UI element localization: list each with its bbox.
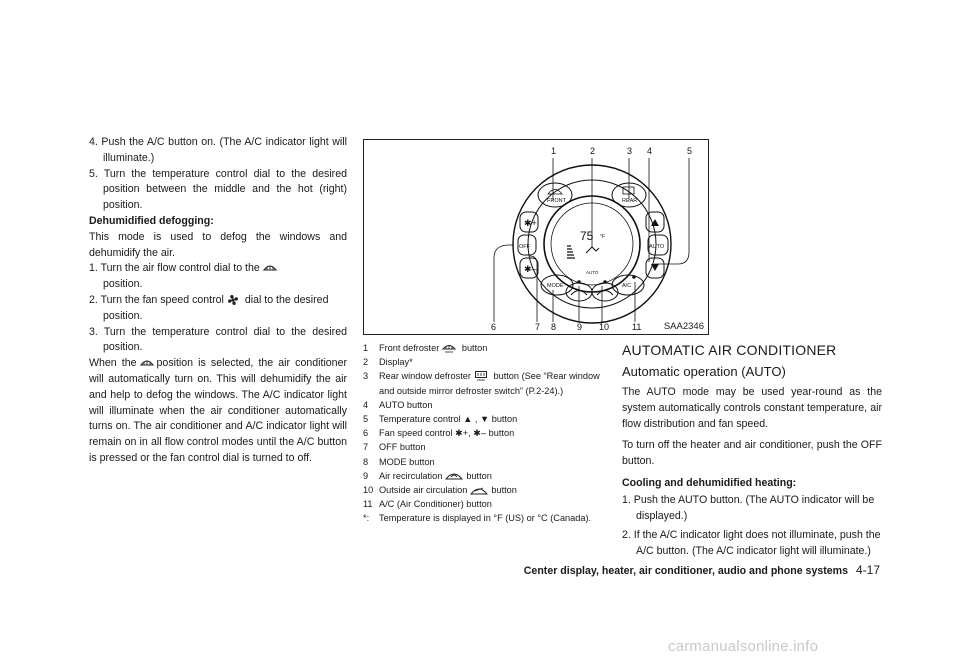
- d-step1-text-b: position.: [103, 278, 143, 291]
- legend-num: 2: [363, 357, 369, 368]
- legend-item: [363, 483, 615, 497]
- callout-6: 6: [491, 322, 497, 332]
- callout-8: 8: [551, 322, 557, 332]
- auto-intro: The AUTO mode may be used year-round as the system automatically controls constant temperature, air flow distribution and fan speed.: [622, 386, 882, 430]
- callout-10: 10: [599, 322, 610, 332]
- callout-9: 9: [577, 322, 583, 332]
- climate-control-figure: [363, 139, 709, 335]
- legend-text: Air recirculation: [379, 470, 443, 481]
- legend-num: 6: [363, 428, 369, 439]
- legend-text: Temperature control: [379, 414, 461, 425]
- front-defrost-icon: [140, 358, 154, 369]
- dehumidified-step-2: [89, 293, 347, 325]
- when-paragraph: [89, 356, 347, 467]
- figure-code: SAA2346: [663, 321, 704, 332]
- subsection-title: Automatic operation (AUTO): [622, 364, 786, 379]
- legend-num: 10: [363, 485, 374, 496]
- callout-2: 2: [590, 146, 596, 156]
- front-defrost-icon: [263, 263, 277, 274]
- svg-text:✱+: ✱+: [524, 218, 537, 228]
- legend-after: button: [491, 414, 518, 425]
- step-5: 5. Turn the temperature control dial to the desired position between the middle and the hot (right) position.: [89, 167, 347, 212]
- callout-4: 4: [647, 146, 653, 156]
- legend-after: button (See “Rear window and outside mirror defroster switch” (P.2-24).): [379, 371, 600, 396]
- display-temperature: 75: [580, 229, 594, 243]
- legend-after: button: [491, 485, 517, 496]
- cooling-step-1: 1. Push the AUTO button. (The AUTO indicator will be displayed.): [622, 493, 875, 522]
- callout-1: 1: [551, 146, 557, 156]
- label-rear: REAR: [622, 198, 638, 204]
- legend-text: Temperature is displayed in °F (US) or °C (Canada).: [379, 513, 592, 524]
- legend-text: MODE button: [379, 456, 435, 467]
- fan-minus-icon: ✱–: [473, 428, 487, 439]
- front-defrost-icon: [442, 343, 456, 354]
- d-step1-text-a: 1. Turn the air flow control dial to the: [89, 262, 260, 275]
- when-text-b: position is selected, the air conditioner will automatically turn on. This will dehumidify the air and help to defog the windows. The A/C indicator light will illuminate when the air conditioner automatically turns on. The air conditioner and A/C indicator light will remain on in all flow control modes until the A/C button is pressed or the fan control dial is turned to off.: [89, 357, 347, 464]
- legend-num: 4: [363, 399, 369, 410]
- callout-7: 7: [535, 322, 541, 332]
- legend-text: Rear window defroster: [379, 371, 471, 382]
- fan-bars: [567, 246, 575, 258]
- legend-text: Outside air circulation: [379, 485, 468, 496]
- triangle-down-icon: ▼: [480, 414, 490, 425]
- footer-section: Center display, heater, air conditioner, audio and phone systems: [523, 565, 848, 577]
- auto-off-note: To turn off the heater and air conditioner, push the OFF button.: [622, 439, 882, 468]
- legend-item: 5 Temperature control ▲ , ▼ button: [363, 412, 615, 426]
- fan-plus-icon: ✱+: [455, 428, 469, 439]
- legend-text: Fan speed control: [379, 428, 453, 439]
- when-text-a: When the: [89, 357, 137, 370]
- callout-11: 11: [632, 322, 642, 332]
- cooling-heading: Cooling and dehumidified heating:: [622, 476, 797, 489]
- legend-item: [363, 455, 615, 469]
- legend-item: [363, 398, 615, 412]
- d-step2-text-a: 2. Turn the fan speed control: [89, 293, 224, 306]
- legend-after: button: [466, 470, 492, 481]
- label-ac: A/C: [622, 283, 632, 289]
- legend-item: 6 Fan speed control ✱+, ✱– button: [363, 426, 615, 440]
- legend-num: 5: [363, 414, 369, 425]
- label-off: OFF: [519, 244, 530, 250]
- label-mode: MODE: [547, 283, 564, 289]
- cooling-step-2: 2. If the A/C indicator light does not illuminate, push the A/C button. (The A/C indicator light will illuminate.): [622, 529, 881, 558]
- fan-icon: [227, 294, 239, 306]
- page-footer: [480, 563, 880, 577]
- callout-5: 5: [687, 146, 693, 156]
- page-number: 4-17: [855, 563, 880, 577]
- callout-3: 3: [627, 146, 633, 156]
- legend-num: 11: [363, 499, 373, 510]
- left-column: [89, 135, 347, 467]
- label-auto: AUTO: [649, 244, 665, 250]
- svg-text:✱–: ✱–: [524, 264, 537, 274]
- recirculation-icon: [445, 471, 463, 481]
- legend-after: button: [461, 343, 488, 353]
- legend-after: button: [488, 428, 515, 439]
- legend-item: [363, 369, 615, 397]
- dehumidified-heading: Dehumidified defogging:: [89, 214, 214, 227]
- display: [567, 229, 605, 275]
- legend-item: [363, 469, 615, 483]
- legend-num: 3: [363, 371, 369, 382]
- legend-item: [363, 511, 615, 525]
- d-step2-text-b: dial to the desired position.: [103, 293, 329, 322]
- section-title: AUTOMATIC AIR CONDITIONER: [622, 342, 837, 358]
- legend-text: Front defroster: [379, 343, 440, 353]
- legend-text: OFF button: [379, 442, 426, 453]
- rear-defrost-icon: [474, 371, 488, 382]
- figure-legend: [363, 341, 615, 526]
- watermark: carmanualsonline.info: [668, 638, 819, 655]
- legend-num: 8: [363, 456, 369, 467]
- legend-item: [363, 440, 615, 454]
- legend-item: [363, 497, 615, 511]
- legend-text: A/C (Air Conditioner) button: [379, 499, 492, 510]
- outside-air-icon: [470, 486, 488, 496]
- legend-num: 7: [363, 442, 369, 453]
- legend-num: 1: [363, 343, 369, 353]
- display-unit: °F: [600, 234, 606, 240]
- legend-num: 9: [363, 470, 369, 481]
- legend-text: Display*: [379, 357, 413, 368]
- legend-num: *:: [363, 513, 370, 524]
- dehumidified-step-3: 3. Turn the temperature control dial to the desired position.: [89, 325, 347, 354]
- display-auto: AUTO: [586, 270, 599, 275]
- step-4: 4. Push the A/C button on. (The A/C indicator light will illuminate.): [89, 136, 347, 164]
- dehumidified-intro: This mode is used to defog the windows and dehumidify the air.: [89, 230, 347, 259]
- legend-item: [363, 355, 615, 369]
- climate-control-diagram: [364, 140, 708, 334]
- legend-item: [363, 341, 615, 355]
- label-front: FRONT: [547, 198, 566, 204]
- right-column: [622, 341, 882, 564]
- legend-text: AUTO button: [379, 399, 433, 410]
- dehumidified-step-1: [89, 261, 347, 293]
- triangle-up-icon: ▲: [463, 414, 473, 425]
